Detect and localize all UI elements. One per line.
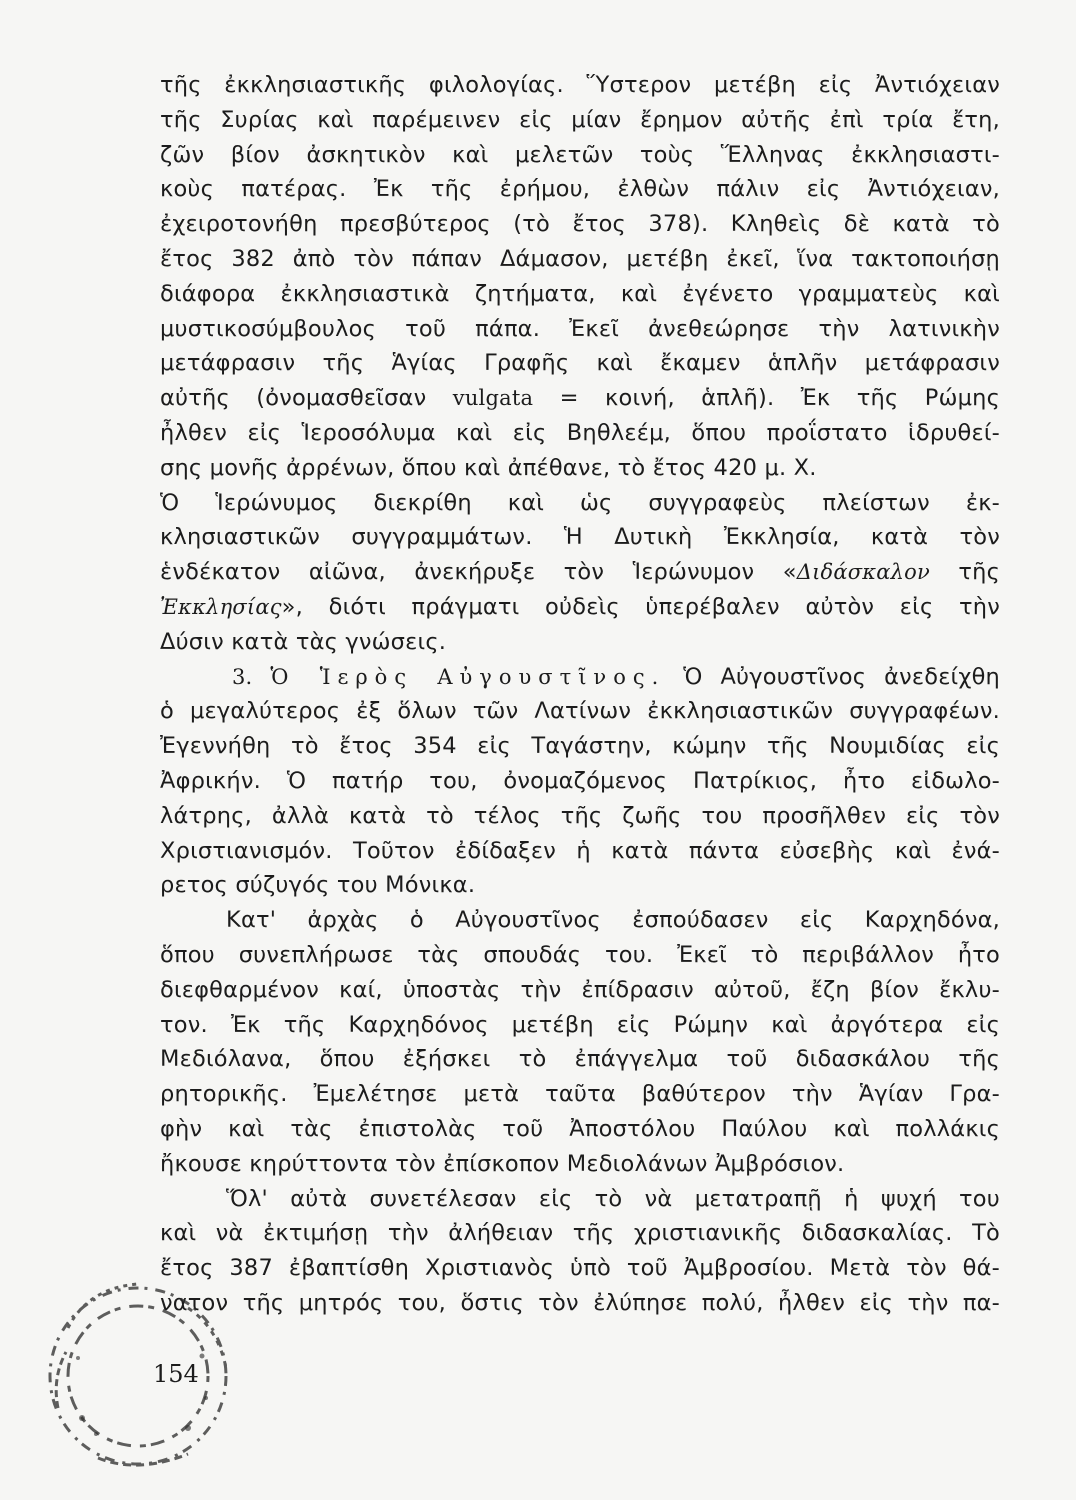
text-line: μετάφρασιν τῆς Ἁγίας Γραφῆς καὶ ἔκαμεν ἁπλῆν μετάφρασιν xyxy=(160,350,1000,377)
text-line: Μεδιόλανα, ὅπου ἐξήσκει τὸ ἐπάγγελμα τοῦ διδασκάλου τῆς xyxy=(160,1046,1000,1073)
text-line-ekklisias xyxy=(160,590,1000,625)
text-line: Κατ' ἀρχὰς ὁ Αὐγουστῖνος ἐσπούδασεν εἰς Καρχηδόνα, xyxy=(226,907,1000,934)
text-fragment: ἑνδέκατον αἰῶνα, ἀνεκήρυξε τὸν Ἱερώνυμον « xyxy=(160,559,797,586)
text-line: Δύσιν κατὰ τὰς γνώσεις. xyxy=(160,628,447,655)
text-line: Ἐγεννήθη τὸ ἔτος 354 εἰς Ταγάστην, κώμην τῆς Νουμιδίας εἰς xyxy=(160,733,1000,760)
text-line: ἐχειροτονήθη πρεσβύτερος (τὸ ἔτος 378). Κληθεὶς δὲ κατὰ τὸ xyxy=(160,211,1000,238)
text-line: ἔτος 382 ἀπὸ τὸν πάπαν Δάμασον, μετέβη ἐκεῖ, ἵνα τακτοποιήσῃ xyxy=(160,245,1000,272)
text-line: κοὺς πατέρας. Ἐκ τῆς ἐρήμου, ἐλθὼν πάλιν εἰς Ἀντιόχειαν, xyxy=(160,176,1000,203)
text-line: Ὅλ' αὐτὰ συνετέλεσαν εἰς τὸ νὰ μετατραπῇ ἡ ψυχή του xyxy=(226,1185,1000,1212)
text-line: Χριστιανισμόν. Τοῦτον ἐδίδαξεν ἡ κατὰ πάντα εὐσεβὴς καὶ ἐνά- xyxy=(160,837,1000,864)
section-number: 3. xyxy=(232,664,253,689)
text-line: φὴν καὶ τὰς ἐπιστολὰς τοῦ Ἀποστόλου Παύλου καὶ πολλάκις xyxy=(160,1115,1000,1142)
section-heading xyxy=(160,660,1000,695)
text-line: τῆς Συρίας καὶ παρέμεινεν εἰς μίαν ἔρημον αὐτῆς ἐπὶ τρία ἔτη, xyxy=(160,106,1000,133)
text-line: ἔτος 387 ἐβαπτίσθη Χριστιανὸς ὑπὸ τοῦ Ἀμβροσίου. Μετὰ τὸν θά- xyxy=(160,1255,1000,1282)
text-fragment: = κοινή, ἁπλῆ). Ἐκ τῆς Ρώμης xyxy=(533,385,1000,412)
emphasis-text: Ἐκκλησίας xyxy=(160,594,282,619)
text-line: μυστικοσύμβουλος τοῦ πάπα. Ἐκεῖ ἀνεθεώρησε τὴν λατινικὴν xyxy=(160,315,1000,342)
emphasis-text: Διδάσκαλον xyxy=(796,560,930,585)
text-line: ρητορικῆς. Ἐμελέτησε μετὰ ταῦτα βαθύτερον τὴν Ἁγίαν Γρα- xyxy=(160,1081,1000,1108)
text-line: ἤκουσε κηρύττοντα τὸν ἐπίσκοπον Μεδιολάνων Ἀμβρόσιον. xyxy=(160,1150,845,1177)
text-line-vulgata xyxy=(160,381,1000,416)
text-line: ὁ μεγαλύτερος ἐξ ὅλων τῶν Λατίνων ἐκκλησιαστικῶν συγγραφέων. xyxy=(160,698,1000,725)
library-stamp xyxy=(38,1268,238,1478)
text-line: ἦλθεν εἰς Ἱεροσόλυμα καὶ εἰς Βηθλεέμ, ὅπου προΐστατο ἱδρυθεί- xyxy=(160,419,1000,446)
page-body xyxy=(160,68,1000,1321)
text-line: κλησιαστικῶν συγγραμμάτων. Ἡ Δυτικὴ Ἐκκλησία, κατὰ τὸν xyxy=(160,524,1000,551)
text-line: διεφθαρμένον καί, ὑποστὰς τὴν ἐπίδρασιν αὐτοῦ, ἔζη βίον ἔκλυ- xyxy=(160,976,1000,1003)
text-line: νατον τῆς μητρός του, ὅστις τὸν ἐλύπησε πολύ, ἦλθεν εἰς τὴν πα- xyxy=(160,1289,1000,1316)
text-fragment: αὐτῆς (ὀνομασθεῖσαν xyxy=(160,385,453,412)
text-line: Ὁ Ἱερώνυμος διεκρίθη καὶ ὡς συγγραφεὺς πλείστων ἐκ- xyxy=(160,489,1000,516)
latin-term: vulgata xyxy=(452,386,534,411)
text-line: καὶ νὰ ἐκτιμήσῃ τὴν ἀλήθειαν τῆς χριστιανικῆς διδασκαλίας. Τὸ xyxy=(160,1220,1000,1247)
text-fragment: », διότι πράγματι οὐδεὶς ὑπερέβαλεν αὐτὸν εἰς τὴν xyxy=(281,593,1000,620)
section-title: Ὁ Ἱερὸς Αὐγουστῖνος. xyxy=(270,664,666,689)
text-line: ζῶν βίον ἀσκητικὸν καὶ μελετῶν τοὺς Ἕλληνας ἐκκλησιαστι- xyxy=(160,141,1000,168)
text-line: διάφορα ἐκκλησιαστικὰ ζητήματα, καὶ ἐγένετο γραμματεὺς καὶ xyxy=(160,280,1000,307)
text-line: τῆς ἐκκλησιαστικῆς φιλολογίας. Ὕστερον μετέβη εἰς Ἀντιόχειαν xyxy=(160,72,1000,98)
text-line: ρετος σύζυγός του Μόνικα. xyxy=(160,872,476,899)
text-line: λάτρης, ἀλλὰ κατὰ τὸ τέλος τῆς ζωῆς του προσῆλθεν εἰς τὸν xyxy=(160,802,1000,829)
text-line: σης μονῆς ἀρρένων, ὅπου καὶ ἀπέθανε, τὸ ἔτος 420 μ. Χ. xyxy=(160,454,817,481)
text-line: τον. Ἐκ τῆς Καρχηδόνος μετέβη εἰς Ρώμην καὶ ἀργότερα εἰς xyxy=(160,1011,1000,1038)
text-fragment: τῆς xyxy=(929,559,1000,586)
text-line: Ἀφρικήν. Ὁ πατήρ του, ὀνομαζόμενος Πατρίκιος, ἦτο εἰδωλο- xyxy=(160,767,1000,794)
text-line-didaskalon xyxy=(160,555,1000,590)
page-number: 154 xyxy=(153,1360,199,1388)
text-fragment: Ὁ Αὐγουστῖνος ἀνεδείχθη xyxy=(683,663,1000,690)
text-line: ὅπου συνεπλήρωσε τὰς σπουδάς του. Ἐκεῖ τὸ περιβάλλον ἦτο xyxy=(160,941,1000,968)
